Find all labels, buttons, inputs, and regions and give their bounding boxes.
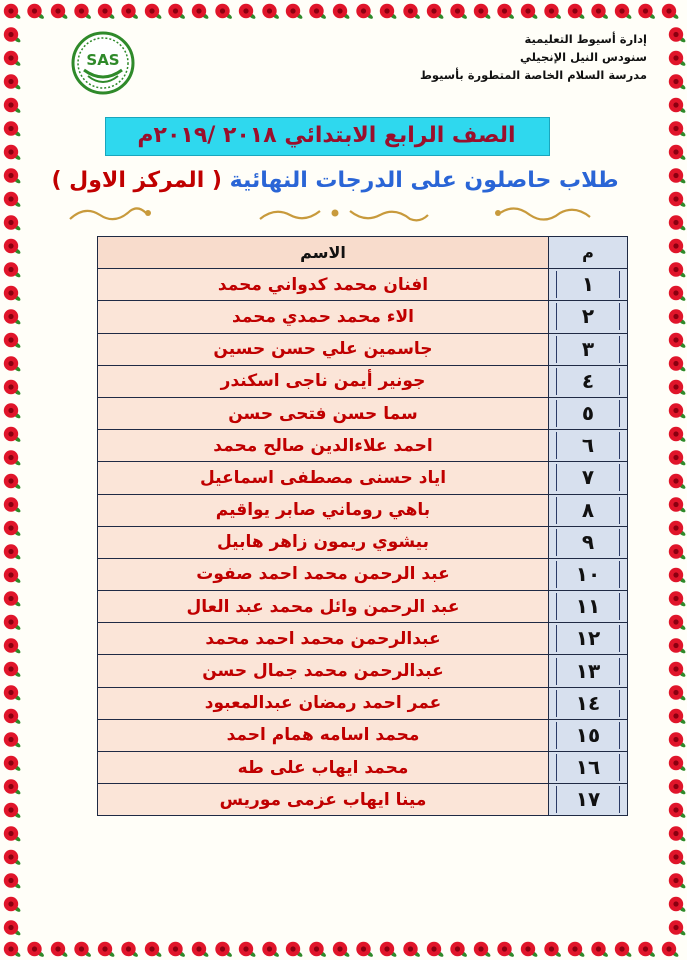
flower-icon bbox=[4, 591, 22, 607]
student-name: عبد الرحمن محمد احمد صفوت bbox=[98, 558, 549, 590]
flower-icon bbox=[669, 121, 687, 137]
row-number-cell bbox=[549, 784, 628, 816]
flower-icon bbox=[356, 942, 374, 958]
scroll-ornament-left bbox=[70, 208, 146, 219]
flower-icon bbox=[4, 121, 22, 137]
table-row bbox=[98, 687, 628, 719]
row-number: ٣ bbox=[556, 336, 620, 363]
student-name: الاء محمد حمدي محمد bbox=[98, 301, 549, 333]
flower-icon bbox=[669, 521, 687, 537]
flower-icon bbox=[215, 4, 233, 20]
flower-icon bbox=[4, 286, 22, 302]
row-number-cell bbox=[549, 365, 628, 397]
flower-icon bbox=[27, 4, 45, 20]
table-row bbox=[98, 719, 628, 751]
flower-icon bbox=[615, 4, 633, 20]
flower-icon bbox=[168, 942, 186, 958]
flower-icon bbox=[4, 98, 22, 114]
flower-icon bbox=[4, 4, 22, 20]
flower-icon bbox=[669, 27, 687, 43]
flower-icon bbox=[4, 920, 22, 936]
flower-icon bbox=[450, 942, 468, 958]
row-number-cell bbox=[549, 494, 628, 526]
column-header-name: الاسم bbox=[98, 237, 549, 269]
flower-icon bbox=[192, 4, 210, 20]
header-line-directorate: إدارة أسيوط التعليمية bbox=[524, 32, 647, 46]
row-number: ٤ bbox=[556, 368, 620, 395]
row-number-cell bbox=[549, 397, 628, 429]
row-number-cell bbox=[549, 623, 628, 655]
scroll-ornament-right bbox=[500, 208, 590, 219]
row-number-cell bbox=[549, 430, 628, 462]
row-number: ٨ bbox=[556, 497, 620, 524]
header-line-synod: سنودس النيل الإنجيلي bbox=[519, 50, 647, 64]
flower-icon bbox=[669, 356, 687, 372]
flower-icon bbox=[4, 262, 22, 278]
flower-icon bbox=[74, 942, 92, 958]
ornament-divider bbox=[60, 203, 630, 225]
flower-icon bbox=[4, 873, 22, 889]
flower-icon bbox=[4, 732, 22, 748]
flower-icon bbox=[51, 4, 69, 20]
flower-icon bbox=[262, 942, 280, 958]
row-number-cell bbox=[549, 719, 628, 751]
flower-icon bbox=[4, 356, 22, 372]
flower-icon bbox=[662, 4, 680, 20]
flower-icon bbox=[98, 4, 116, 20]
row-number: ٧ bbox=[556, 464, 620, 491]
flower-icon bbox=[4, 427, 22, 443]
flower-icon bbox=[239, 942, 257, 958]
row-number: ١٦ bbox=[556, 754, 620, 781]
flower-icon bbox=[262, 4, 280, 20]
flower-icon bbox=[4, 826, 22, 842]
flower-icon bbox=[4, 145, 22, 161]
row-number: ٥ bbox=[556, 400, 620, 427]
row-number: ١٢ bbox=[556, 625, 620, 652]
flower-icon bbox=[669, 615, 687, 631]
row-number-cell bbox=[549, 687, 628, 719]
row-number: ١٥ bbox=[556, 722, 620, 749]
flower-icon bbox=[474, 942, 492, 958]
flower-icon bbox=[4, 942, 22, 958]
flower-icon bbox=[669, 215, 687, 231]
subtitle-rank: ( المركز الاول ) bbox=[51, 168, 222, 193]
flower-icon bbox=[669, 897, 687, 913]
flower-icon bbox=[669, 333, 687, 349]
flower-icon bbox=[286, 942, 304, 958]
flower-icon bbox=[669, 638, 687, 654]
student-name: مينا ايهاب عزمى موريس bbox=[98, 784, 549, 816]
flower-icon bbox=[591, 942, 609, 958]
table-row bbox=[98, 397, 628, 429]
flower-icon bbox=[4, 662, 22, 678]
table-row bbox=[98, 462, 628, 494]
row-number: ٢ bbox=[556, 303, 620, 330]
flower-icon bbox=[4, 497, 22, 513]
flower-icon bbox=[669, 803, 687, 819]
flower-icon bbox=[4, 685, 22, 701]
student-name: عبد الرحمن وائل محمد عبد العال bbox=[98, 591, 549, 623]
table-row bbox=[98, 623, 628, 655]
flower-icon bbox=[669, 145, 687, 161]
flower-icon bbox=[145, 942, 163, 958]
flower-icon bbox=[286, 4, 304, 20]
table-row bbox=[98, 591, 628, 623]
flower-icon bbox=[356, 4, 374, 20]
flower-icon bbox=[669, 920, 687, 936]
flower-icon bbox=[309, 942, 327, 958]
flower-icon bbox=[591, 4, 609, 20]
flower-icon bbox=[427, 4, 445, 20]
flower-icon bbox=[4, 474, 22, 490]
flower-icon bbox=[4, 215, 22, 231]
flower-icon bbox=[239, 4, 257, 20]
flower-icon bbox=[4, 756, 22, 772]
flower-icon bbox=[450, 4, 468, 20]
flower-icon bbox=[4, 168, 22, 184]
flower-icon bbox=[192, 942, 210, 958]
flower-icon bbox=[4, 897, 22, 913]
flower-icon bbox=[662, 942, 680, 958]
page-subtitle bbox=[40, 164, 630, 198]
flower-icon bbox=[121, 942, 139, 958]
flower-icon bbox=[474, 4, 492, 20]
flower-icon bbox=[669, 779, 687, 795]
school-header bbox=[397, 30, 647, 84]
student-name: باهي روماني صابر يواقيم bbox=[98, 494, 549, 526]
flower-icon bbox=[669, 568, 687, 584]
student-name: محمد ايهاب على طه bbox=[98, 752, 549, 784]
flower-icon bbox=[568, 942, 586, 958]
table-row bbox=[98, 333, 628, 365]
row-number: ١٠ bbox=[556, 561, 620, 588]
student-name: عبدالرحمن محمد جمال حسن bbox=[98, 655, 549, 687]
student-name: احمد علاءالدين صالح محمد bbox=[98, 430, 549, 462]
flower-icon bbox=[669, 544, 687, 560]
table-row bbox=[98, 430, 628, 462]
flower-icon bbox=[4, 309, 22, 325]
flower-icon bbox=[333, 942, 351, 958]
student-name: عبدالرحمن محمد احمد محمد bbox=[98, 623, 549, 655]
flower-icon bbox=[638, 4, 656, 20]
flower-icon bbox=[544, 942, 562, 958]
flower-icon bbox=[403, 942, 421, 958]
flower-icon bbox=[497, 942, 515, 958]
flower-icon bbox=[4, 709, 22, 725]
students-table bbox=[97, 236, 628, 816]
flower-icon bbox=[333, 4, 351, 20]
flower-icon bbox=[4, 521, 22, 537]
flower-icon bbox=[669, 74, 687, 90]
flower-icon bbox=[145, 4, 163, 20]
flower-icon bbox=[427, 942, 445, 958]
flower-icon bbox=[669, 873, 687, 889]
row-number-cell bbox=[549, 269, 628, 301]
table-row bbox=[98, 365, 628, 397]
flower-icon bbox=[121, 4, 139, 20]
page-title: الصف الرابع الابتدائي ٢٠١٨ /٢٠١٩م bbox=[137, 123, 516, 148]
student-name: بيشوي ريمون زاهر هابيل bbox=[98, 526, 549, 558]
flower-icon bbox=[4, 403, 22, 419]
flower-icon bbox=[74, 4, 92, 20]
student-name: جونير أيمن ناجى اسكندر bbox=[98, 365, 549, 397]
flower-icon bbox=[497, 4, 515, 20]
flower-icon bbox=[669, 850, 687, 866]
flower-icon bbox=[168, 4, 186, 20]
flower-icon bbox=[51, 942, 69, 958]
flower-icon bbox=[4, 27, 22, 43]
row-number-cell bbox=[549, 301, 628, 333]
flower-icon bbox=[380, 942, 398, 958]
row-number-cell bbox=[549, 752, 628, 784]
flower-icon bbox=[669, 262, 687, 278]
row-number-cell bbox=[549, 591, 628, 623]
flower-icon bbox=[615, 942, 633, 958]
flower-icon bbox=[4, 779, 22, 795]
student-name: محمد اسامه همام احمد bbox=[98, 719, 549, 751]
row-number-cell bbox=[549, 655, 628, 687]
flower-icon bbox=[4, 239, 22, 255]
flower-icon bbox=[669, 380, 687, 396]
row-number: ٦ bbox=[556, 432, 620, 459]
student-name: جاسمين علي حسن حسين bbox=[98, 333, 549, 365]
flower-icon bbox=[4, 51, 22, 67]
flower-icon bbox=[638, 942, 656, 958]
flower-icon bbox=[4, 544, 22, 560]
flower-icon bbox=[4, 192, 22, 208]
header-line-school: مدرسة السلام الخاصة المتطورة بأسيوط bbox=[419, 68, 647, 82]
table-row bbox=[98, 269, 628, 301]
row-number-cell bbox=[549, 462, 628, 494]
flower-icon bbox=[4, 638, 22, 654]
table-row bbox=[98, 784, 628, 816]
flower-icon bbox=[568, 4, 586, 20]
flower-icon bbox=[669, 192, 687, 208]
row-number-cell bbox=[549, 333, 628, 365]
flower-icon bbox=[669, 286, 687, 302]
flower-icon bbox=[4, 803, 22, 819]
student-name: سما حسن فتحى حسن bbox=[98, 397, 549, 429]
flower-icon bbox=[669, 474, 687, 490]
table-header-row bbox=[98, 237, 628, 269]
school-logo bbox=[70, 30, 136, 96]
row-number: ١٣ bbox=[556, 658, 620, 685]
flower-icon bbox=[669, 239, 687, 255]
table-row bbox=[98, 558, 628, 590]
flower-icon bbox=[4, 380, 22, 396]
row-number: ١٧ bbox=[556, 786, 620, 813]
flower-icon bbox=[98, 942, 116, 958]
column-header-number: م bbox=[549, 237, 628, 269]
flower-icon bbox=[669, 427, 687, 443]
row-number: ١١ bbox=[556, 593, 620, 620]
flower-icon bbox=[4, 450, 22, 466]
flower-icon bbox=[521, 4, 539, 20]
flower-icon bbox=[4, 615, 22, 631]
row-number: ١٤ bbox=[556, 690, 620, 717]
flower-icon bbox=[4, 568, 22, 584]
scroll-ornament-center-right bbox=[350, 211, 428, 220]
flower-icon bbox=[669, 685, 687, 701]
scroll-ornament-center-left bbox=[260, 211, 320, 219]
row-number-cell bbox=[549, 558, 628, 590]
flower-icon bbox=[521, 942, 539, 958]
student-name: افنان محمد كدواني محمد bbox=[98, 269, 549, 301]
flower-icon bbox=[669, 98, 687, 114]
table-row bbox=[98, 752, 628, 784]
student-name: اياد حسنى مصطفى اسماعيل bbox=[98, 462, 549, 494]
logo-letters: SAS bbox=[86, 51, 120, 69]
flower-icon bbox=[669, 709, 687, 725]
table-row bbox=[98, 301, 628, 333]
flower-icon bbox=[4, 74, 22, 90]
flower-icon bbox=[669, 450, 687, 466]
flower-icon bbox=[380, 4, 398, 20]
row-number: ١ bbox=[556, 271, 620, 298]
flower-icon bbox=[669, 403, 687, 419]
flower-icon bbox=[669, 826, 687, 842]
flower-icon bbox=[27, 942, 45, 958]
table-row bbox=[98, 494, 628, 526]
flower-icon bbox=[669, 591, 687, 607]
flower-icon bbox=[669, 732, 687, 748]
flower-icon bbox=[669, 756, 687, 772]
table-row bbox=[98, 655, 628, 687]
flower-icon bbox=[4, 333, 22, 349]
flower-icon bbox=[309, 4, 327, 20]
flower-icon bbox=[403, 4, 421, 20]
row-number: ٩ bbox=[556, 529, 620, 556]
flower-icon bbox=[544, 4, 562, 20]
row-number-cell bbox=[549, 526, 628, 558]
flower-icon bbox=[669, 662, 687, 678]
table-row bbox=[98, 526, 628, 558]
flower-icon bbox=[669, 497, 687, 513]
flower-icon bbox=[669, 168, 687, 184]
flower-icon bbox=[669, 51, 687, 67]
student-name: عمر احمد رمضان عبدالمعبود bbox=[98, 687, 549, 719]
flower-icon bbox=[4, 850, 22, 866]
flower-icon bbox=[215, 942, 233, 958]
flower-icon bbox=[669, 309, 687, 325]
subtitle-main: طلاب حاصلون على الدرجات النهائية bbox=[229, 168, 619, 193]
